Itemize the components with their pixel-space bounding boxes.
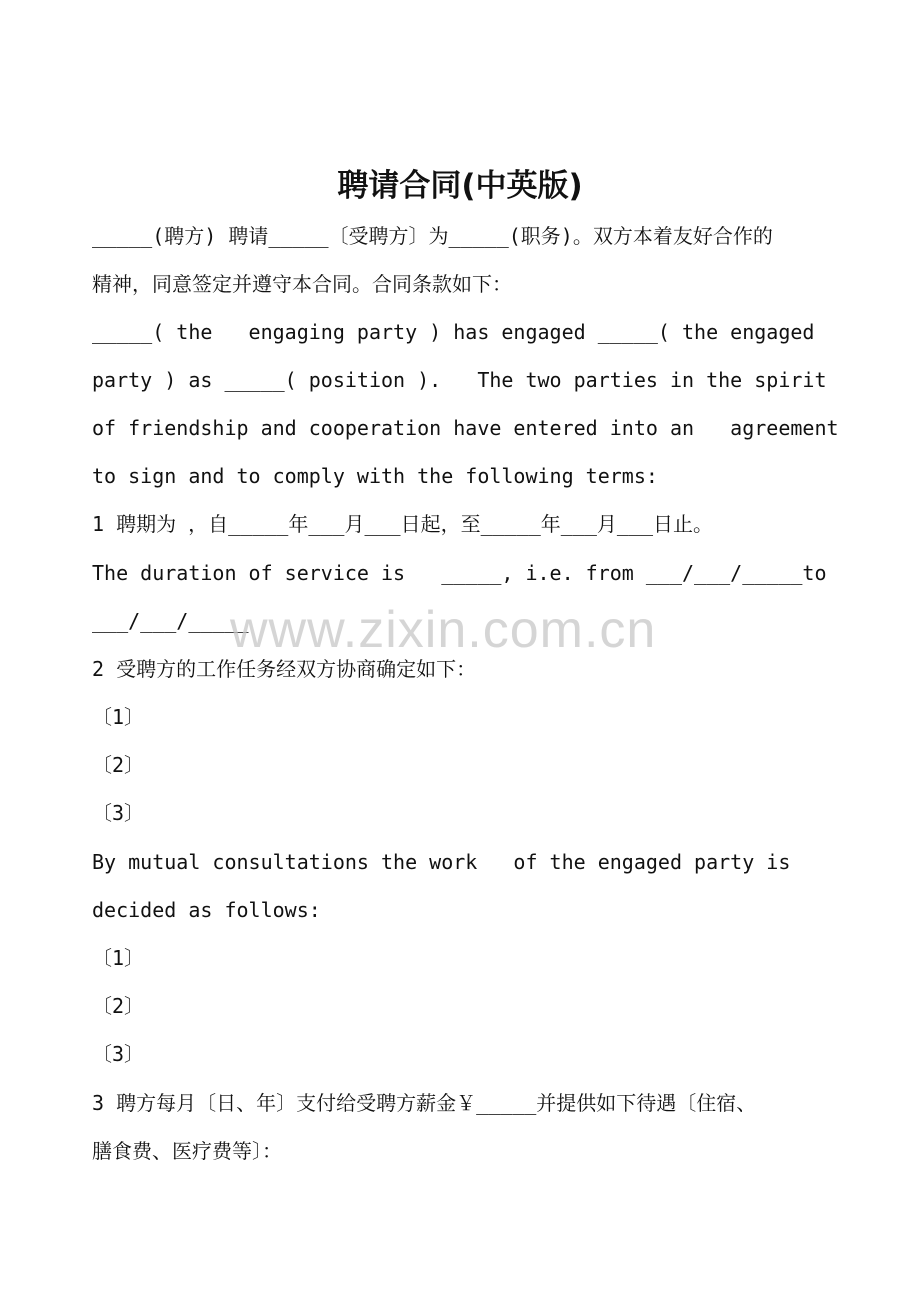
clause-1-en-1: The duration of service is _____, i.e. from ___/___/_____to	[92, 561, 827, 585]
clause-2-en-1: By mutual consultations the work of the engaged party is	[92, 850, 791, 874]
clause-2-en-2: decided as follows:	[92, 898, 321, 922]
clause-2-en-item-3: 〔3〕	[92, 1042, 145, 1066]
intro-line-cn-2: 精神，同意签定并遵守本合同。合同条款如下：	[92, 272, 512, 296]
intro-line-cn-1: _____(聘方) 聘请_____〔受聘方〕为_____(职务)。双方本着友好合作的	[92, 224, 773, 248]
clause-3-cn-1: 3 聘方每月〔日、年〕支付给受聘方薪金￥_____并提供如下待遇〔住宿、	[92, 1091, 757, 1115]
intro-line-en-4: to sign and to comply with the following terms:	[92, 464, 658, 488]
intro-line-en-2: party ) as _____( position ). The two parties in the spirit	[92, 368, 827, 392]
clause-2-en-item-2: 〔2〕	[92, 994, 145, 1018]
clause-3-cn-2: 膳食费、医疗费等〕：	[92, 1139, 282, 1163]
clause-2-en-item-1: 〔1〕	[92, 946, 145, 970]
document-title: 聘请合同(中英版)	[337, 168, 583, 204]
clause-2-cn-item-2: 〔2〕	[92, 753, 145, 777]
clause-1-cn: 1 聘期为 ，自_____年___月___日起，至_____年___月___日止。	[92, 512, 714, 536]
clause-2-cn-item-3: 〔3〕	[92, 801, 145, 825]
clause-2-cn-item-1: 〔1〕	[92, 705, 145, 729]
watermark: www.zixin.com.cn	[230, 601, 657, 659]
intro-line-en-3: of friendship and cooperation have entered into an agreement	[92, 416, 839, 440]
clause-2-cn: 2 受聘方的工作任务经双方协商确定如下：	[92, 657, 477, 681]
intro-line-en-1: _____( the engaging party ) has engaged _____( the engaged	[92, 320, 815, 344]
clause-1-en-2: ___/___/_____	[92, 609, 249, 633]
